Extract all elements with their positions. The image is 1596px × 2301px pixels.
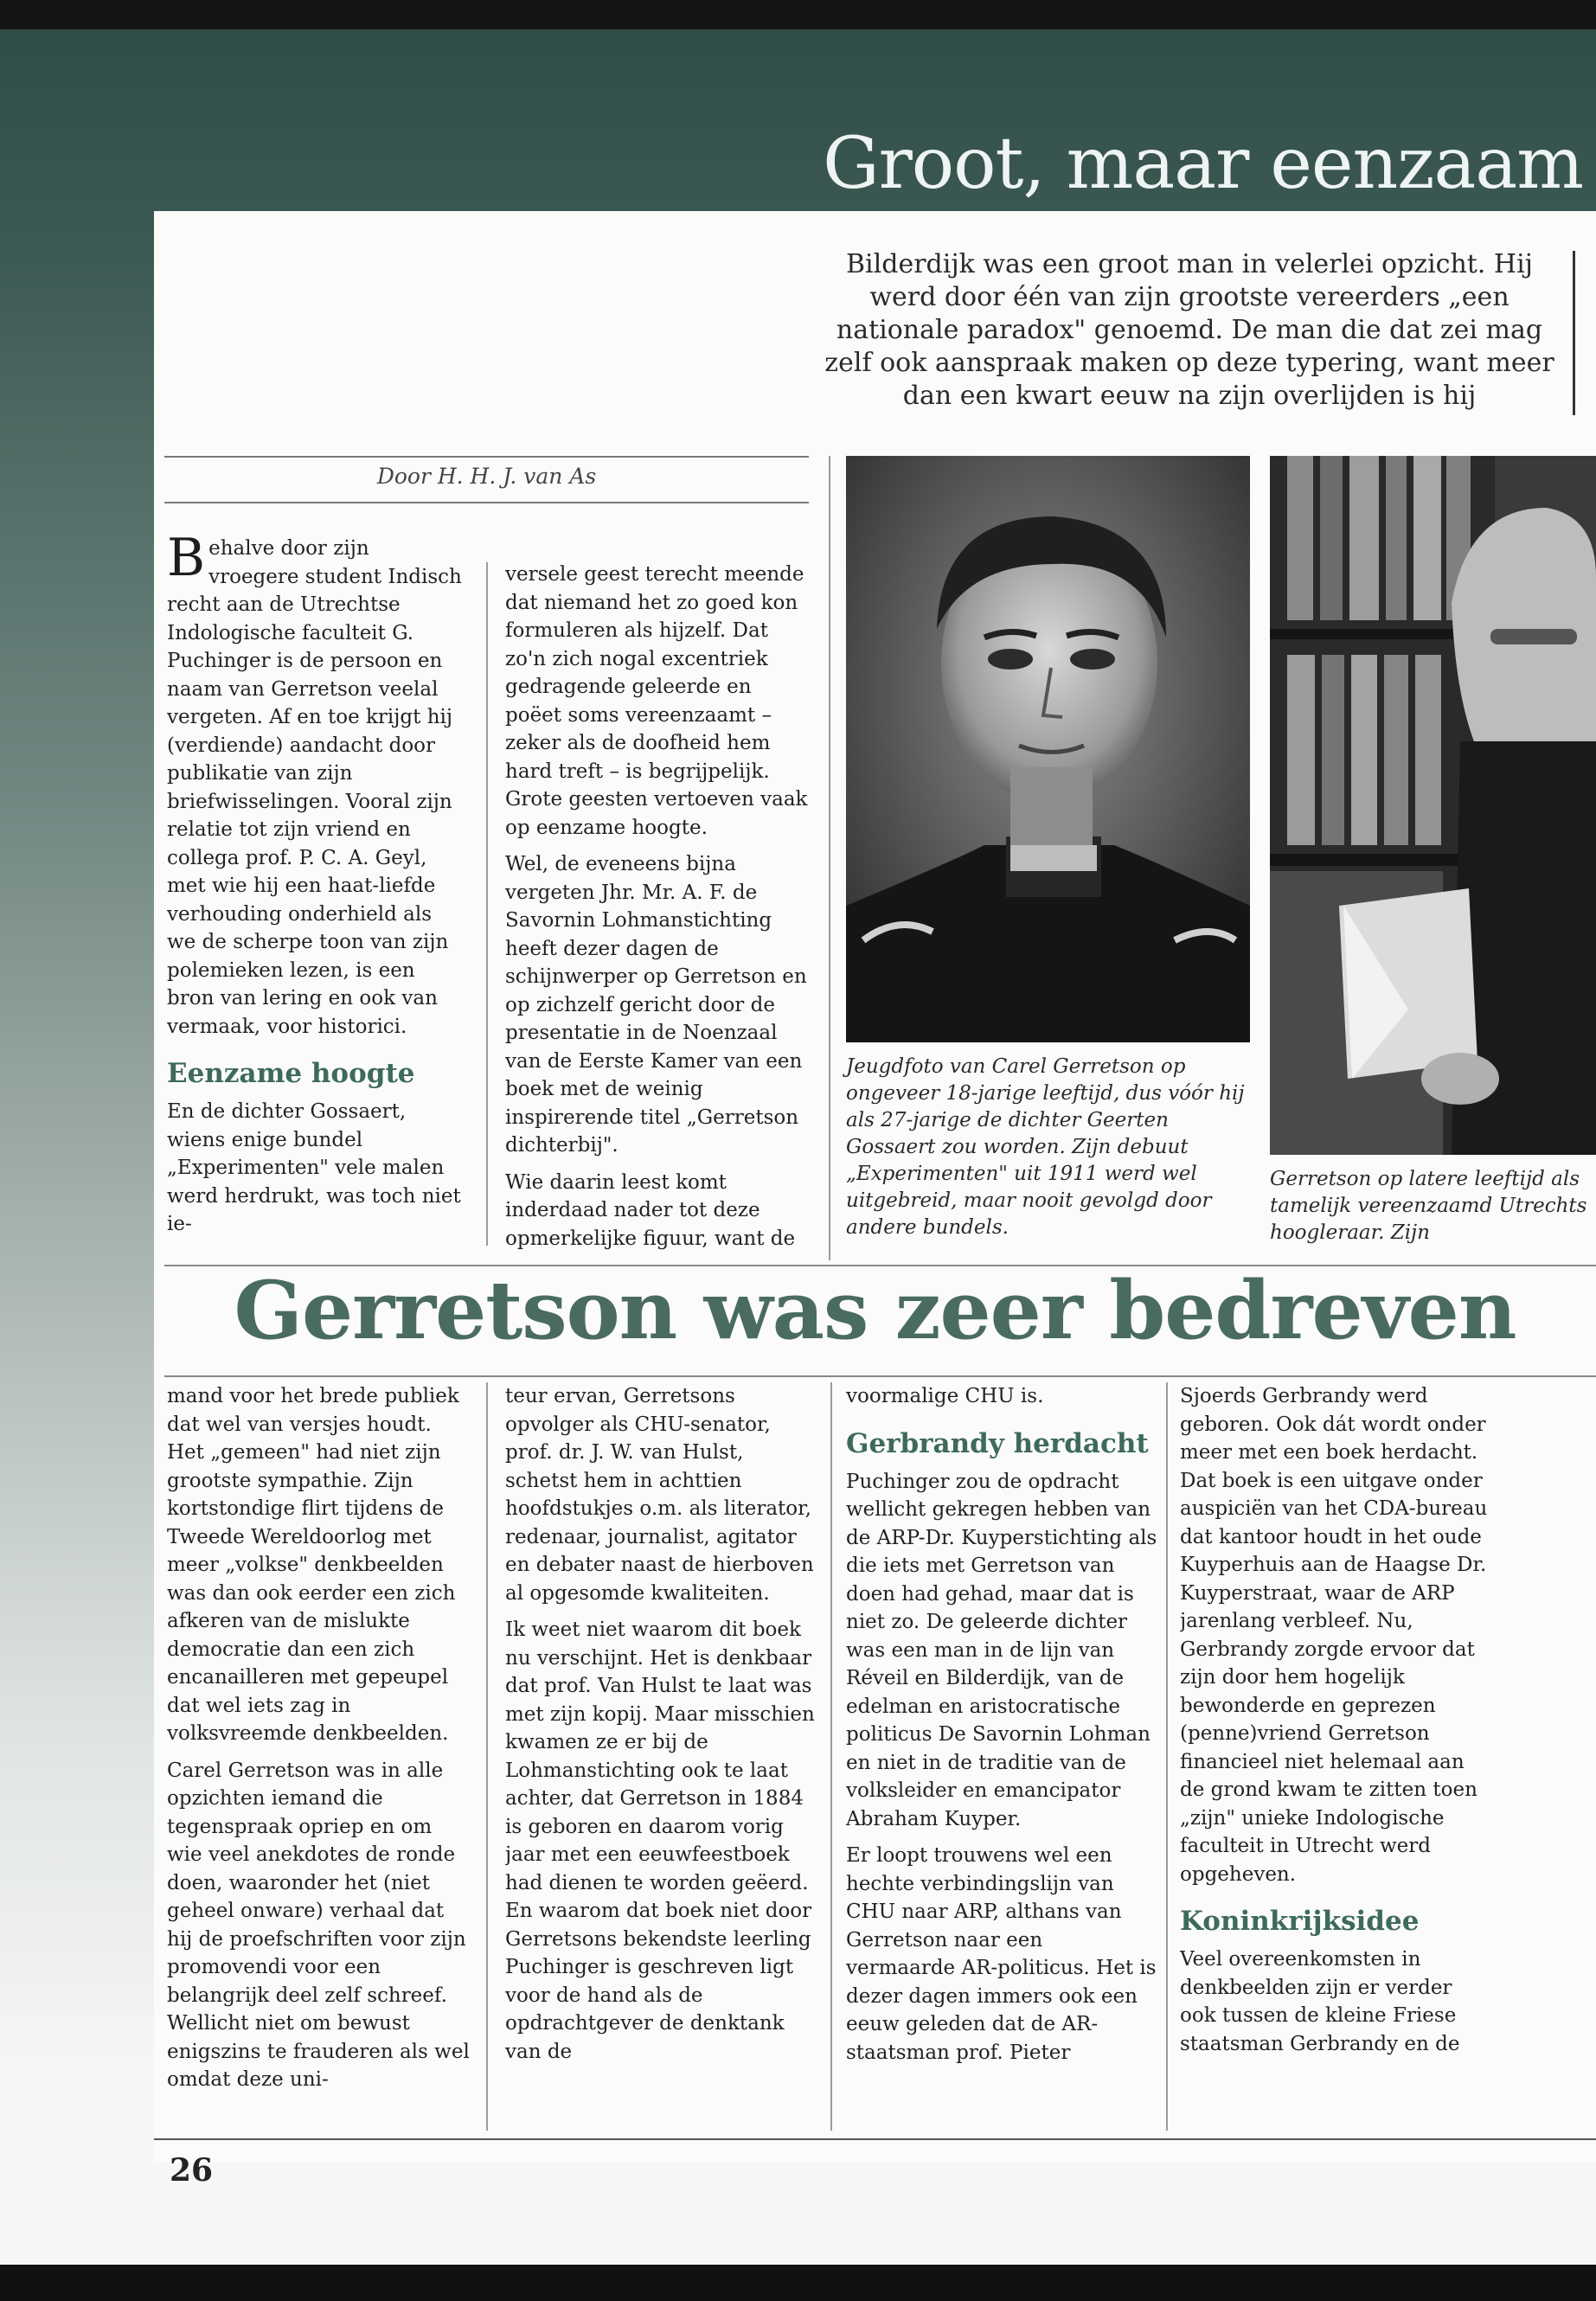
lower-col2-paragraph-1: teur ervan, Gerretsons opvolger als CHU-senator, prof. dr. J. W. van Hulst, schetst hem in achttien hoofdstukjes o.m. als literator, redenaar, journalist, agitator en debater naast de hierboven al opgesomde kwaliteiten. <box>505 1385 814 1605</box>
page-number: 26 <box>170 2152 214 2189</box>
lower-column-3 <box>846 1382 1157 2144</box>
byline-rule-bottom <box>164 502 809 503</box>
lower-col3-paragraph-1: voormalige CHU is. <box>846 1385 1044 1407</box>
intro-bar <box>1573 251 1575 415</box>
lower-column-2 <box>505 1382 817 2144</box>
photo-older-gerretson <box>1270 456 1596 1155</box>
article-kicker: Groot, maar eenzaam <box>823 123 1583 205</box>
column-divider <box>830 1382 832 2131</box>
subheading-koninkrijksidee: Koninkrijksidee <box>1180 1906 1420 1937</box>
upper-col2-paragraph-2: Wel, de eveneens bijna vergeten Jhr. Mr. A. F. de Savornin Lohmanstichting heeft dezer dagen de schijnwerper op Gerretson en op zichzelf gericht door de presentatie in de Noenzaal van de Eerste Kamer van een boek met de weinig inspirerende titel „Gerretson dichterbij". <box>505 853 807 1157</box>
drop-cap: B <box>167 535 206 588</box>
upper-col2-paragraph-1: versele geest terecht meende dat niemand het zo goed kon formuleren als hijzelf. Dat zo'n zich nogal excentriek gedragende geleerde en poëet soms vereenzaamt – zeker als de doofheid hem hard treft – is begrijpelijk. Grote geesten vertoeven vaak op eenzame hoogte. <box>505 563 808 839</box>
subheading-eenzame-hoogte: Eenzame hoogte <box>167 1058 415 1089</box>
upper-column-2 <box>505 561 808 1253</box>
upper-col1-text-1: ehalve door zijn vroegere student Indisch recht aan de Utrechtse Indologische faculteit G. Puchinger is de persoon en naam van Gerretson veelal vergeten. Af en toe krijgt hij (verdiende) aandacht door publikatie van zijn briefwisselingen. Vooral zijn relatie tot zijn vriend en collega prof. P. C. A. Geyl, met wie hij een haat-liefde verhouding onderhield als we de scherpe toon van zijn polemieken lezen, is een bron van lering en ook van vermaak, voor historici. <box>167 537 462 1038</box>
lower-col2-paragraph-2: Ik weet niet waarom dit boek nu verschijnt. Het is denkbaar dat prof. Van Hulst te laat was met zijn kopij. Maar misschien kwamen ze er bij de Lohmanstichting ook te laat achter, dat Gerretson in 1884 is geboren en daarom vorig jaar met een eeuwfeestboek had dienen te worden geëerd. En waarom dat boek niet door Gerretsons bekendste leerling Puchinger is geschreven ligt voor de hand als de opdrachtgever de denktank van de <box>505 1618 815 2063</box>
subheading-gerbrandy-herdacht: Gerbrandy herdacht <box>846 1427 1149 1459</box>
byline: Door H. H. J. van As <box>376 464 597 489</box>
column-divider <box>486 1382 488 2131</box>
bottom-rule <box>154 2138 1596 2140</box>
article-headline: Gerretson was zeer bedreven <box>234 1263 1516 1357</box>
lower-column-1 <box>167 1382 470 2144</box>
top-edge <box>0 0 1596 29</box>
column-divider <box>1166 1382 1168 2131</box>
upper-col2-paragraph-3: Wie daarin leest komt inderdaad nader tot deze opmerkelijke figuur, want de <box>505 1170 796 1250</box>
bottom-edge <box>0 2265 1596 2301</box>
lower-col3-paragraph-3: Er loopt trouwens wel een hechte verbindingslijn van CHU naar ARP, althans van Gerretson naar een vermaarde AR-politicus. Het is dezer dagen immers ook een eeuw geleden dat de AR-staatsman prof. Pieter <box>846 1844 1157 2064</box>
column-divider <box>829 456 830 1260</box>
article-intro: Bilderdijk was een groot man in velerlei opzicht. Hij werd door één van zijn grootste vereerders „een nationale paradox" genoemd. De man die dat zei mag zelf ook aanspraak maken op deze typering, want meer dan een kwart eeuw na zijn overlijden is hij <box>824 249 1554 411</box>
lower-col1-paragraph-1: mand voor het brede publiek dat wel van versjes houdt. Het „gemeen" had niet zijn grootste sympathie. Zijn kortstondige flirt tijdens de Tweede Wereldoorlog met meer „volkse" denkbeelden was dan ook eerder een zich afkeren van de mislukte democratie dan een zich encanailleren met gepeupel dat wel iets zag in volksvreemde denkbeelden. <box>167 1385 459 1745</box>
byline-rule-top <box>164 456 809 458</box>
lower-col4-paragraph-2: Veel overeenkomsten in denkbeelden zijn er verder ook tussen de kleine Friese staatsman Gerbrandy en de <box>1180 1948 1460 2055</box>
caption-photo-1: Jeugdfoto van Carel Gerretson op ongeveer 18-jarige leeftijd, dus vóór hij als 27-jarige de dichter Geerten Gossaert zou worden. Zijn debuut „Experimenten" uit 1911 werd wel uitgebreid, maar nooit gevolgd door andere bundels. <box>846 1055 1245 1239</box>
lower-col4-paragraph-1: Sjoerds Gerbrandy werd geboren. Ook dát wordt onder meer met een boek herdacht. Dat boek is een uitgave onder auspiciën van het CDA-bureau dat kantoor houdt in het oude Kuyperhuis aan de Haagse Dr. Kuyperstraat, waar de ARP jarenlang verbleef. Nu, Gerbrandy zorgde ervoor dat zijn door hem hogelijk bewonderde en geprezen (penne)vriend Gerretson financieel niet helemaal aan de grond kwam te zitten toen „zijn" unieke Indologische faculteit in Utrecht werd opgeheven. <box>1180 1385 1488 1886</box>
headline-rule-bottom <box>164 1375 1596 1377</box>
lower-col3-paragraph-2: Puchinger zou de opdracht wellicht gekregen hebben van de ARP-Dr. Kuyperstichting als die iets met Gerretson van doen had gehad, maar dat is niet zo. De geleerde dichter was een man in de lijn van Réveil en Bilderdijk, van de edelman en aristocratische politicus De Savornin Lohman en niet in de traditie van de volksleider en emancipator Abraham Kuyper. <box>846 1470 1157 1830</box>
upper-col1-paragraph-2: En de dichter Gossaert, wiens enige bundel „Experimenten" vele malen werd herdrukt, was toch niet ie- <box>167 1100 461 1235</box>
lower-col1-paragraph-2: Carel Gerretson was in alle opzichten iemand die tegenspraak opriep en om wie veel anekdotes de ronde doen, waaronder het (niet geheel onware) verhaal dat hij de proefschriften voor zijn promovendi voor een belangrijk deel zelf schreef. Wellicht niet om bewust enigszins te frauderen als wel omdat deze uni- <box>167 1759 470 2091</box>
lower-column-4 <box>1180 1382 1491 2144</box>
upper-col1-paragraph-1 <box>167 535 465 1041</box>
photo-young-gerretson <box>846 456 1250 1042</box>
caption-photo-2: Gerretson op latere leeftijd als tamelijk vereenzaamd Utrechts hoogleraar. Zijn <box>1270 1168 1587 1244</box>
column-divider <box>486 562 488 1246</box>
upper-column-1 <box>167 535 465 1253</box>
